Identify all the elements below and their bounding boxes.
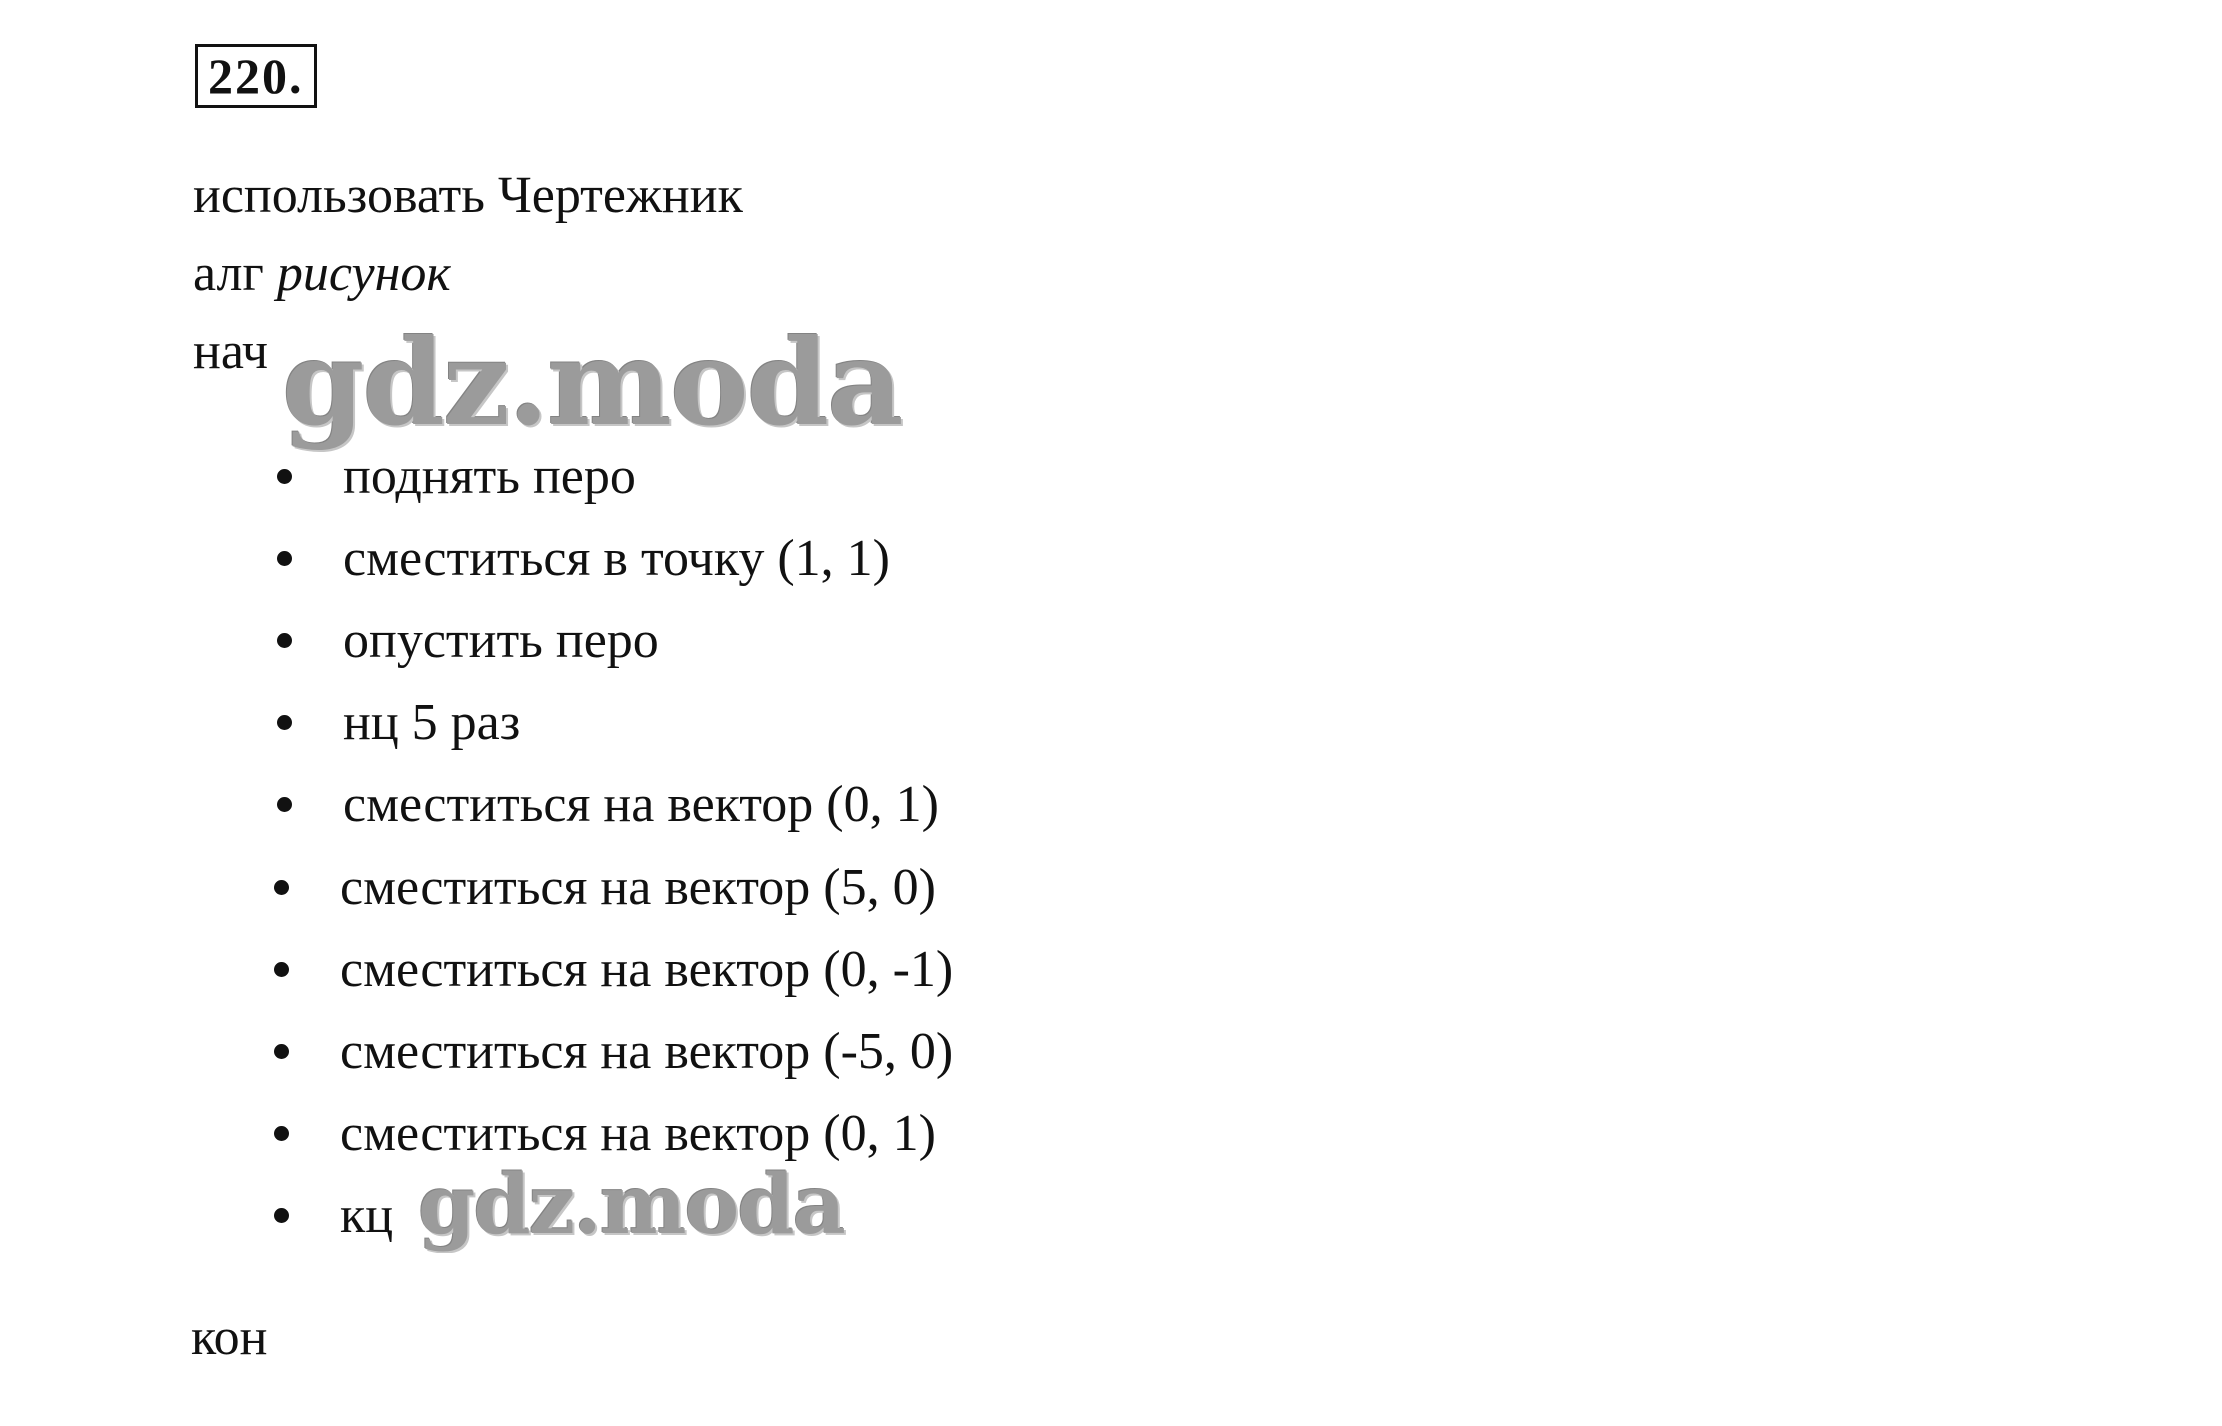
step-text: сместиться в точку (1, 1) xyxy=(343,530,890,587)
task-number-box: 220. xyxy=(195,44,317,108)
step-text: опустить перо xyxy=(343,612,659,669)
step-text: сместиться на вектор (0, -1) xyxy=(340,941,954,998)
bullet-icon xyxy=(277,551,292,566)
bullet-icon xyxy=(277,469,292,484)
step-text: сместиться на вектор (-5, 0) xyxy=(340,1023,954,1080)
begin-keyword: нач xyxy=(193,323,268,380)
bullet-icon xyxy=(274,1208,289,1223)
bullet-icon xyxy=(277,633,292,648)
bullet-icon xyxy=(274,962,289,977)
bullet-icon xyxy=(277,715,292,730)
step-text: поднять перо xyxy=(343,448,636,505)
bullet-icon xyxy=(277,797,292,812)
bullet-icon xyxy=(274,1126,289,1141)
watermark-small: gdz.moda xyxy=(418,1157,844,1253)
bullet-icon xyxy=(274,880,289,895)
step-text: сместиться на вектор (5, 0) xyxy=(340,859,936,916)
end-keyword: кон xyxy=(191,1309,268,1366)
use-statement: использовать Чертежник xyxy=(193,167,743,224)
bullet-icon xyxy=(274,1044,289,1059)
step-text: сместиться на вектор (0, 1) xyxy=(343,776,939,833)
step-text: сместиться на вектор (0, 1) xyxy=(340,1105,936,1162)
algorithm-header xyxy=(193,244,451,304)
step-text: кц xyxy=(340,1187,394,1244)
alg-keyword: алг xyxy=(193,245,264,302)
step-text: нц 5 раз xyxy=(343,694,521,751)
alg-name: рисунок xyxy=(276,245,451,302)
watermark-large: gdz.moda xyxy=(282,313,902,452)
